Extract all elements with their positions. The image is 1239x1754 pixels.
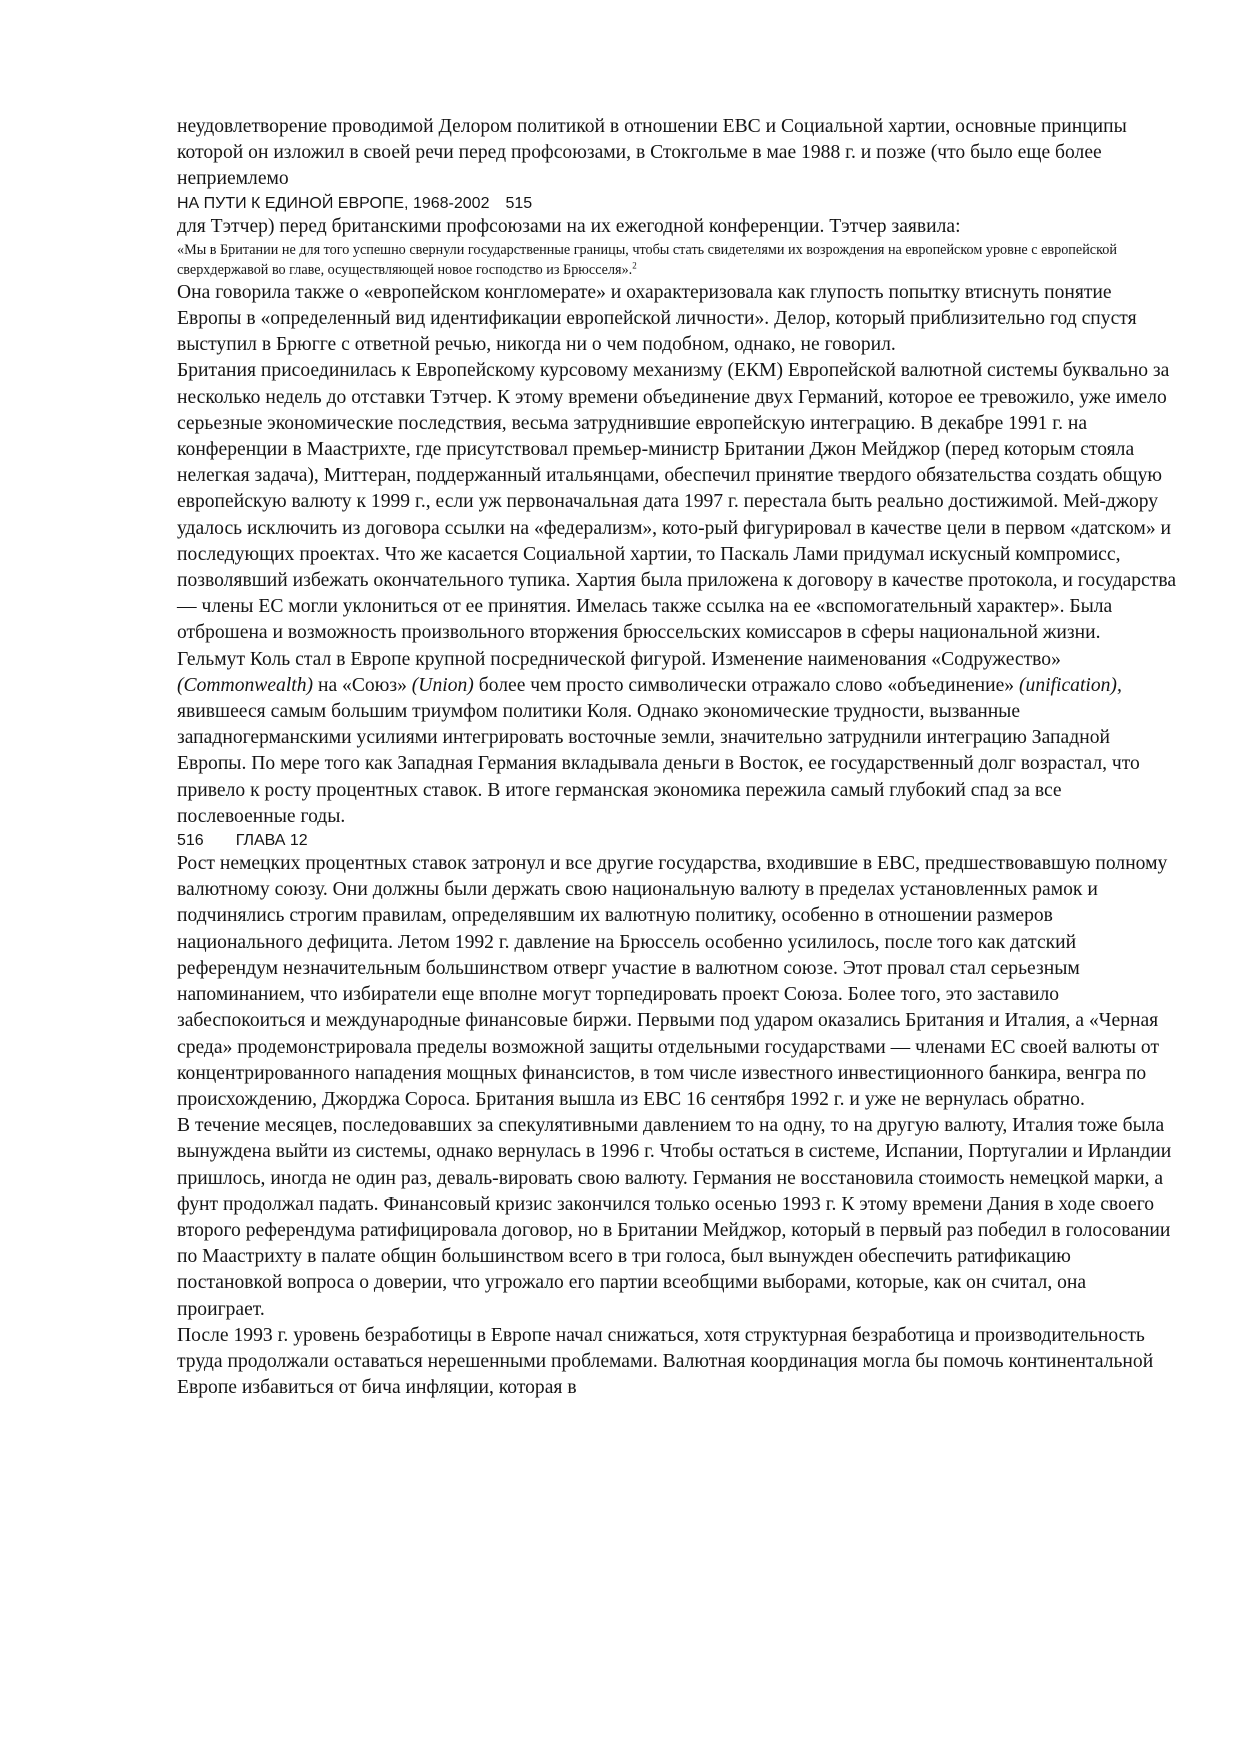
block-quote	[177, 240, 1177, 280]
paragraph: В течение месяцев, последовавших за спекулятивными давлением то на одну, то на другую валюту, Италия тоже была вынуждена выйти из системы, однако вернулась в 1996 г. Чтобы остаться в системе, Испании, Португалии и Ирландии пришлось, иногда не один раз, деваль-вировать свою валюту. Германия не восстановила стоимость немецкой марки, а фунт продолжал падать. Финансовый кризис закончился только осенью 1993 г. К этому времени Дания в ходе своего второго референдума ратифицировала договор, но в Британии Мейджор, который в первый раз победил в голосовании по Маастрихту в палате общин большинством всего в три голоса, был вынужден обеспечить ратификацию постановкой вопроса о доверии, что угрожало его партии всеобщими выборами, которые, как он считал, она проиграет.	[177, 1115, 1172, 1320]
running-head	[177, 830, 1177, 851]
paragraph: После 1993 г. уровень безработицы в Европе начал снижаться, хотя структурная безработица и производительность труда продолжали оставаться нерешенными проблемами. Валютная координация могла бы помочь континентальной Европе избавиться от бича инфляции, которая в	[177, 1324, 1154, 1399]
italic-term: (unification),	[1019, 674, 1122, 696]
paragraph: Она говорила также о «европейском конгломерате» и охарактеризовала как глупость попытку втиснуть понятие Европы в «определенный вид идентификации европейской личности». Делор, который приблизительно год спустя выступил в Брюгге с ответной речью, никогда ни о чем подобном, однако, не говорил.	[177, 281, 1137, 356]
text-run: явившееся самым большим триумфом политики Коля. Однако экономические трудности, вызванные западногерманскими усилиями интегрировать восточные земли, значительно затруднили интеграцию Западной Европы. По мере того как Западная Германия вкладывала деньги в Восток, ее государственный долг возрастал, что привело к росту процентных ставок. В итоге германская экономика пережила самый глубокий спад за все послевоенные годы.	[177, 701, 1140, 827]
quote-text: «Мы в Британии не для того успешно свернули государственные границы, чтобы стать свидетелями их возрождения на европейском уровне с европейской сверхдержавой во главе, осуществляющей новое господство из Брюсселя».	[177, 241, 1117, 278]
text-run: Гельмут Коль стал в Европе крупной посреднической фигурой. Изменение наименования «Содружество»	[177, 648, 1061, 670]
running-head-title: ГЛАВА 12	[235, 832, 308, 850]
page-number: 515	[505, 194, 533, 212]
document-page	[177, 114, 1177, 1401]
paragraph: для Тэтчер) перед британскими профсоюзами на их ежегодной конференции. Тэтчер заявила:	[177, 215, 961, 237]
paragraph	[177, 647, 1177, 830]
paragraph: Британия присоединилась к Европейскому курсовому механизму (ЕКМ) Европейской валютной системы буквально за несколько недель до отставки Тэтчер. К этому времени объединение двух Германий, которое ее тревожило, уже имело серьезные экономические последствия, весьма затруднившие европейскую интеграцию. В декабре 1991 г. на конференции в Маастрихте, где присутствовал премьер-министр Британии Джон Мейджор (перед которым стояла нелегкая задача), Миттеран, поддержанный итальянцами, обеспечил принятие твердого обязательства создать общую европейскую валюту к 1999 г., если уж первоначальная дата 1997 г. перестала быть реально достижимой. Мей-джору удалось исключить из договора ссылки на «федерализм», кото-рый фигурировал в качестве цели в первом «датском» и последующих проектах. Что же касается Социальной хартии, то Паскаль Лами придумал искусный компромисс, позволявший избежать окончательного тупика. Хартия была приложена к договору в качестве протокола, и государства — члены ЕС могли уклониться от ее принятия. Имелась также ссылка на ее «вспомогательный характер». Была отброшена и возможность произвольного вторжения брюссельских комиссаров в сферы национальной жизни.	[177, 360, 1177, 644]
paragraph: Рост немецких процентных ставок затронул и все другие государства, входившие в ЕВС, предшествовавшую полному валютному союзу. Они должны были держать свою национальную валюту в пределах установленных рамок и подчинялись строгим правилам, определявшим их валютную политику, особенно в отношении размеров национального дефицита. Летом 1992 г. давление на Брюссель особенно усилилось, после того как датский референдум незначительным большинством отверг участие в валютном союзе. Этот провал стал серьезным напоминанием, что избиратели еще вполне могут торпедировать проект Союза. Более того, это заставило забеспокоиться и международные финансовые биржи. Первыми под ударом оказались Британия и Италия, а «Черная среда» продемонстрировала пределы возможной защиты отдельными государствами — членами ЕС своей валюты от концентрированного нападения мощных финансистов, в том числе известного инвестиционного банкира, венгра по происхождению, Джорджа Сороса. Британия вышла из ЕВС 16 сентября 1992 г. и уже не вернулась обратно.	[177, 853, 1168, 1110]
italic-term: (Union)	[411, 674, 474, 696]
running-head	[177, 193, 1177, 214]
footnote-ref: 2	[632, 260, 637, 271]
running-head-title: НА ПУТИ К ЕДИНОЙ ЕВРОПЕ, 1968-2002	[177, 194, 490, 212]
page-number: 516	[177, 832, 204, 850]
text-run: на «Союз»	[313, 674, 412, 696]
italic-term: (Commonwealth)	[177, 674, 314, 696]
paragraph: неудовлетворение проводимой Делором политикой в отношении ЕВС и Социальной хартии, основные принципы которой он изложил в своей речи перед профсоюзами, в Стокгольме в мае 1988 г. и позже (что было еще более неприемлемо	[177, 116, 1127, 190]
text-run: более чем просто символически отражало слово «объединение»	[473, 674, 1019, 696]
